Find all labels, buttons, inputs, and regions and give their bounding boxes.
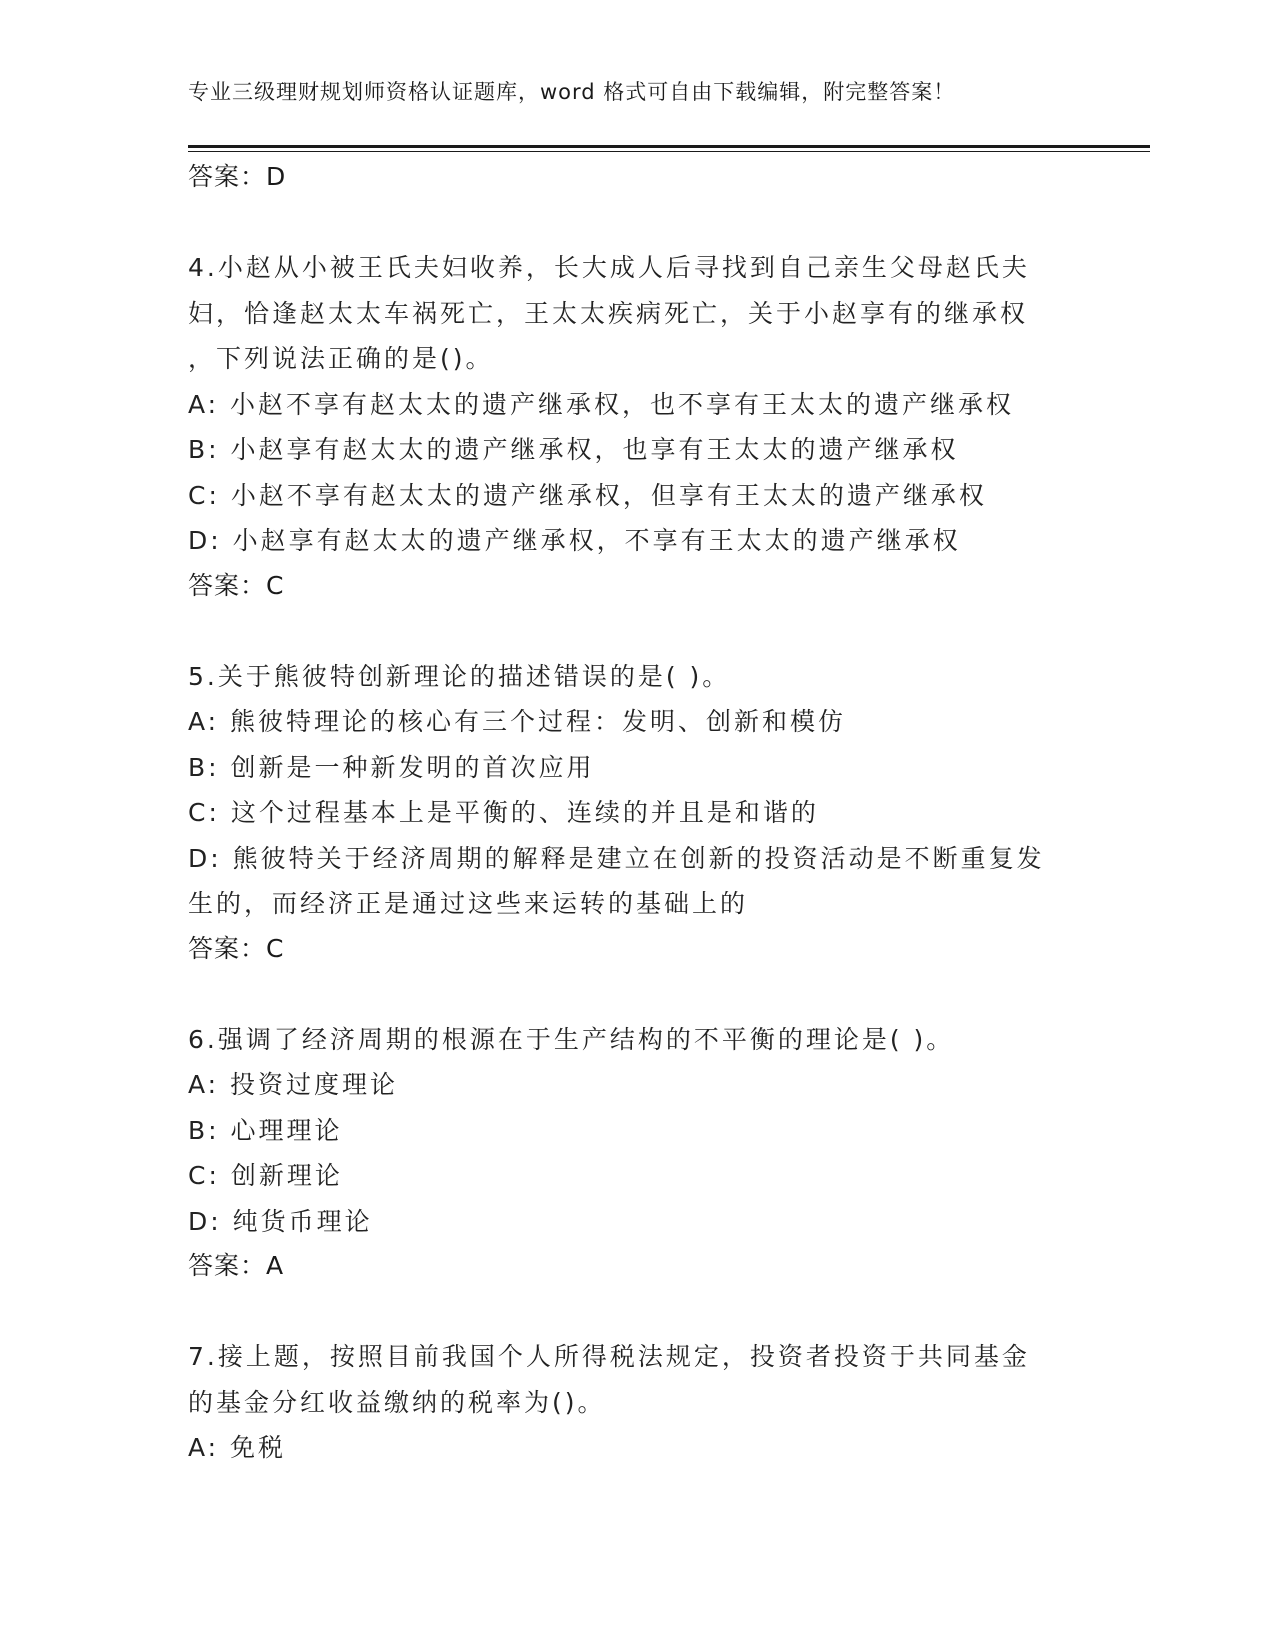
- question-4-option-d: D: 小赵享有赵太太的遗产继承权，不享有王太太的遗产继承权: [188, 526, 961, 555]
- spacer: [188, 199, 1088, 245]
- question-5-option-a: A: 熊彼特理论的核心有三个过程：发明、创新和模仿: [188, 707, 847, 736]
- question-4-line-2: 妇，恰逢赵太太车祸死亡，王太太疾病死亡，关于小赵享有的继承权: [188, 298, 1029, 328]
- question-4-option-a: A: 小赵不享有赵太太的遗产继承权，也不享有王太太的遗产继承权: [188, 389, 1015, 419]
- question-7-line-2: 的基金分红收益缴纳的税率为()。: [188, 1387, 606, 1417]
- question-4: [188, 245, 1088, 608]
- question-6-option-b: B: 心理理论: [188, 1115, 343, 1145]
- document-body: [188, 155, 1088, 1471]
- question-7-line-1: 7.接上题，按照目前我国个人所得税法规定，投资者投资于共同基金: [188, 1342, 1030, 1371]
- question-6-option-c: C: 创新理论: [188, 1161, 343, 1190]
- question-4-answer: 答案：C: [188, 570, 285, 600]
- question-6-answer: 答案：A: [188, 1251, 285, 1280]
- question-6: [188, 1017, 1088, 1289]
- question-4-line-1: 4.小赵从小被王氏夫妇收养，长大成人后寻找到自己亲生父母赵氏夫: [188, 253, 1030, 282]
- header-rule-thin: [188, 151, 1150, 152]
- question-5-option-c: C: 这个过程基本上是平衡的、连续的并且是和谐的: [188, 798, 819, 827]
- question-5-option-b: B: 创新是一种新发明的首次应用: [188, 752, 595, 782]
- question-7: [188, 1334, 1088, 1471]
- page-header: 专业三级理财规划师资格认证题库，word 格式可自由下载编辑，附完整答案！: [188, 80, 956, 104]
- question-5-option-d-line-1: D: 熊彼特关于经济周期的解释是建立在创新的投资活动是不断重复发: [188, 843, 1045, 873]
- question-6-option-a: A: 投资过度理论: [188, 1070, 399, 1099]
- spacer: [188, 971, 1088, 1017]
- question-7-option-a: A: 免税: [188, 1433, 287, 1462]
- question-4-option-b: B: 小赵享有赵太太的遗产继承权，也享有王太太的遗产继承权: [188, 435, 959, 464]
- header-rule: [188, 145, 1150, 148]
- spacer: [188, 1288, 1088, 1334]
- question-5-option-d-line-2: 生的，而经济正是通过这些来运转的基础上的: [188, 889, 749, 918]
- question-6-line-1: 6.强调了经济周期的根源在于生产结构的不平衡的理论是( )。: [188, 1024, 955, 1054]
- question-5-answer: 答案：C: [188, 933, 285, 963]
- spacer: [188, 608, 1088, 654]
- answer-prev: 答案：D: [188, 162, 287, 191]
- question-4-line-3: ，下列说法正确的是()。: [188, 344, 494, 373]
- question-5-line-1: 5.关于熊彼特创新理论的描述错误的是( )。: [188, 661, 731, 691]
- question-6-option-d: D: 纯货币理论: [188, 1206, 373, 1236]
- question-4-option-c: C: 小赵不享有赵太太的遗产继承权，但享有王太太的遗产继承权: [188, 480, 987, 510]
- question-5: [188, 654, 1088, 971]
